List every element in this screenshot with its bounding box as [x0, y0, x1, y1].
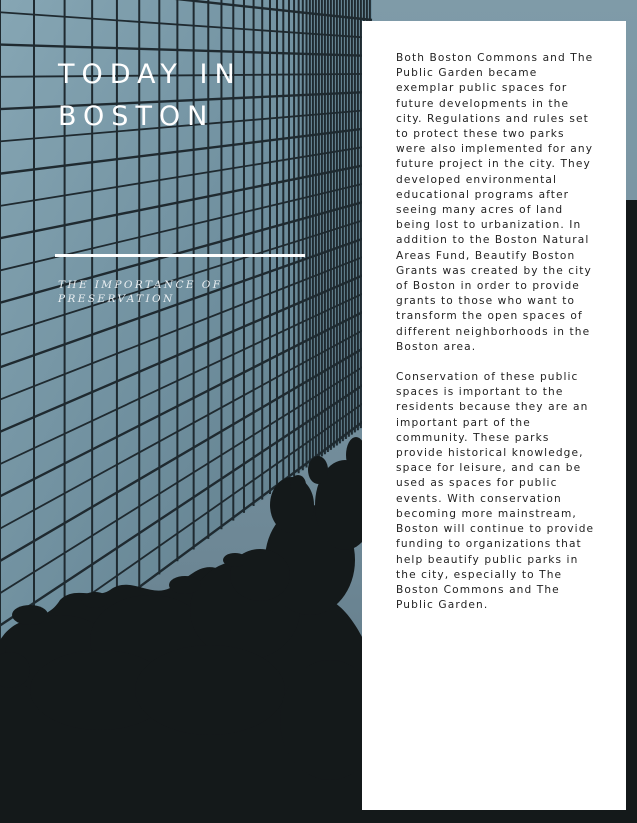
article-paragraph-1: Both Boston Commons and The Public Garden became exemplar public spaces for future developments in the city. Regulations and rules set to protect these two parks were also implemented for any future project in the city. They developed environmental educational programs after seeing many acres of land being lost to urbanization. In addition to the Boston Natural Areas Fund, Beautify Boston Grants was created by the city of Boston in order to provide grants to those who want to transform the open spaces of different neighborhoods in the Boston area. — [396, 52, 594, 353]
article-paragraph-2: Conservation of these public spaces is important to the residents because they are an important part of the community. These parks provide historical knowledge, space for leisure, and can be used as spaces for public events. With conservation becoming more mainstream, Boston will continue to provide funding to organizations that help beautify public parks in the city, especially to The Boston Commons and The Public Garden. — [396, 371, 595, 612]
page-subtitle: THE IMPORTANCE OF PRESERVATION — [58, 279, 223, 305]
title-divider — [55, 254, 305, 257]
page-title: TODAY IN BOSTON — [58, 59, 242, 132]
article-text-panel — [362, 21, 626, 810]
